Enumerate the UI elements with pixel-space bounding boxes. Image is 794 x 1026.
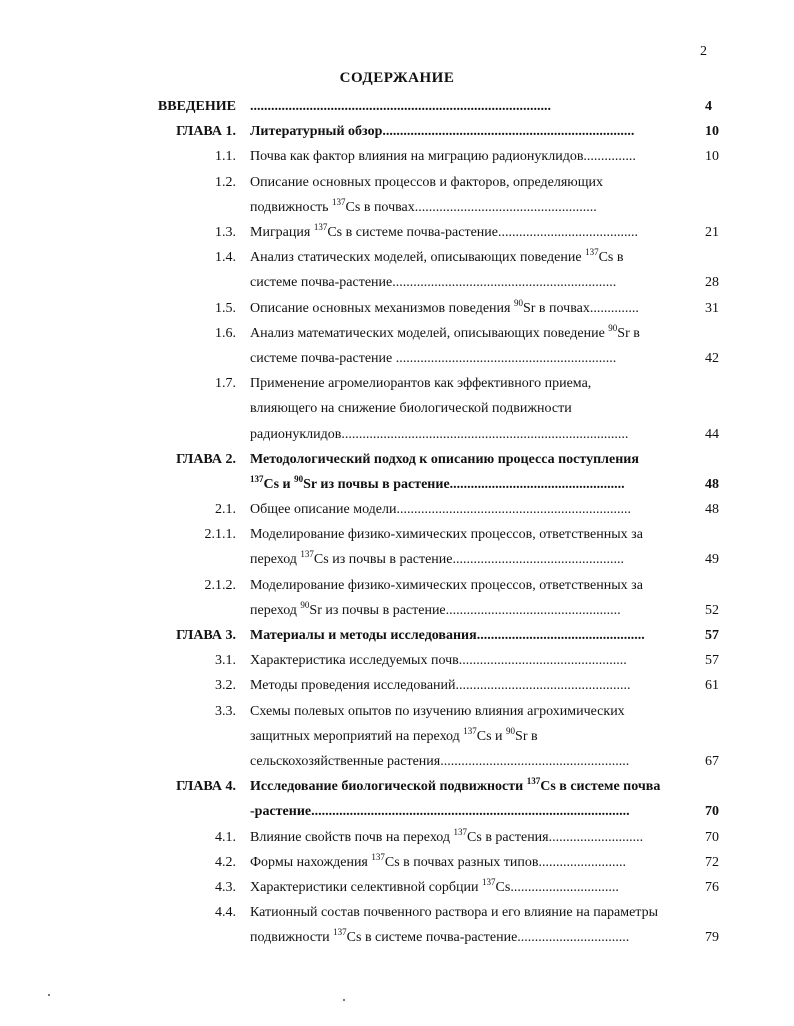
toc-entry (0, 220, 794, 245)
toc-entry-line: Формы нахождения $^{137}$Cs в почвах разных типов......................... (250, 851, 626, 870)
toc-entry-title (250, 774, 690, 824)
toc-entry-line: Общее описание модели................................................................... (250, 502, 631, 518)
toc-entry-number: 4.2. (215, 854, 236, 870)
toc-entry-title (250, 497, 690, 522)
toc-entry-number: 2.1. (215, 502, 236, 518)
scan-speck (48, 994, 50, 996)
toc-entry-line: влияющего на снижение биологической подвижности (250, 401, 572, 417)
toc-entry-title (250, 119, 690, 144)
toc-entry-line: Литературный обзор........................................................................ (250, 124, 635, 140)
toc-entry-line: Моделирование физико-химических процессов, ответственных за (250, 527, 643, 543)
isotope-mass-number: 90 (506, 725, 516, 736)
toc-entry-line: подвижность $^{137}$Cs в почвах.................................................... (250, 196, 597, 215)
toc-entry-line: Описание основных механизмов поведения $^{90}$Sr в почвах.............. (250, 297, 639, 316)
toc-entry-page: 4 (705, 99, 712, 114)
toc-entry-page: 44 (705, 426, 719, 442)
toc-entry (0, 321, 794, 371)
toc-entry (0, 850, 794, 875)
toc-entry-line: системе почва-растение ............................................................... (250, 350, 617, 366)
toc-entry-number: 2.1.1. (204, 527, 236, 543)
toc-entry-page: 28 (705, 275, 719, 291)
toc-entry-number: 4.4. (215, 905, 236, 921)
toc-entry (0, 371, 794, 447)
toc-entry-page: 79 (705, 930, 719, 946)
toc-entry (0, 497, 794, 522)
toc-entry-line: -растение........................................................................................... (250, 804, 630, 820)
page-title: СОДЕРЖАНИЕ (339, 70, 455, 86)
toc-entry-page: 61 (705, 678, 719, 694)
isotope-mass-number: 137 (300, 549, 314, 560)
toc-entry-number: 1.3. (215, 224, 236, 240)
toc-entry (0, 673, 794, 698)
toc-entry (0, 94, 794, 119)
isotope-mass-number: 137 (332, 196, 346, 207)
toc-entry-page: 10 (705, 124, 719, 140)
toc-entry-line: Анализ статических моделей, описывающих поведение $^{137}$Cs в (250, 247, 624, 266)
isotope-mass-number: 137 (333, 927, 347, 938)
toc-entry-line: радионуклидов.................................................................................. (250, 426, 629, 442)
isotope-mass-number: 90 (300, 599, 310, 610)
toc-entry-line: переход $^{90}$Sr из почвы в растение.................................................. (250, 599, 621, 618)
toc-entry-line: Схемы полевых опытов по изучению влияния агрохимических (250, 703, 625, 719)
table-of-contents (0, 94, 794, 951)
toc-entry-number: 4.3. (215, 879, 236, 895)
toc-entry-page: 48 (705, 502, 719, 518)
isotope-mass-number: 137 (463, 725, 477, 736)
toc-entry-number: 1.5. (215, 300, 236, 316)
toc-entry-title (250, 371, 690, 447)
toc-entry-line: Методологический подход к описанию процесса поступления (250, 451, 639, 467)
toc-entry-page: 48 (705, 476, 719, 492)
toc-entry (0, 522, 794, 572)
toc-entry-title (250, 699, 690, 775)
toc-entry-title (250, 623, 690, 648)
toc-entry-line: Исследование биологической подвижности $^{137}$Cs в системе почва (250, 776, 661, 795)
toc-entry-line: Описание основных процессов и факторов, определяющих (250, 174, 603, 190)
toc-entry-page: 31 (705, 300, 719, 316)
toc-entry (0, 170, 794, 220)
toc-entry-title (250, 296, 690, 321)
toc-entry-line: сельскохозяйственные растения...................................................... (250, 754, 630, 770)
toc-entry-number: 3.2. (215, 678, 236, 694)
toc-entry (0, 648, 794, 673)
toc-entry-page: 76 (705, 879, 719, 895)
toc-entry-line: Катионный состав почвенного раствора и его влияние на параметры (250, 905, 658, 921)
toc-entry-line: Влияние свойств почв на переход $^{137}$Cs в растения........................... (250, 826, 644, 845)
toc-entry (0, 900, 794, 950)
toc-entry-title (250, 321, 690, 371)
toc-entry (0, 144, 794, 169)
toc-entry-title (250, 875, 690, 900)
isotope-mass-number: 137 (250, 473, 264, 484)
toc-entry-line: переход $^{137}$Cs из почвы в растение................................................. (250, 549, 624, 568)
toc-entry-line: Анализ математических моделей, описывающих поведение $^{90}$Sr в (250, 322, 640, 341)
isotope-mass-number: 90 (294, 473, 304, 484)
toc-entry-number: 1.1. (215, 149, 236, 165)
toc-entry-page: 70 (705, 804, 719, 820)
toc-entry-page: 57 (705, 628, 719, 644)
toc-entry-line: Моделирование физико-химических процессов, ответственных за (250, 577, 643, 593)
toc-entry-number: 1.2. (215, 174, 236, 190)
toc-entry-title (250, 673, 690, 698)
isotope-mass-number: 137 (313, 221, 328, 232)
toc-entry-line: подвижности $^{137}$Cs в системе почва-растение................................ (250, 927, 630, 946)
toc-entry (0, 623, 794, 648)
toc-entry-title (250, 900, 690, 950)
toc-entry-number: 1.6. (215, 325, 236, 341)
toc-entry-title (250, 447, 690, 497)
toc-entry-title (250, 144, 690, 169)
toc-entry-number: 4.1. (215, 829, 236, 845)
isotope-mass-number: 137 (585, 247, 599, 258)
toc-entry-number: 1.7. (215, 376, 236, 392)
toc-entry (0, 573, 794, 623)
toc-entry-page: 70 (705, 829, 719, 845)
toc-entry-number: ГЛАВА 4. (176, 779, 236, 795)
isotope-mass-number: 137 (453, 826, 468, 837)
toc-entry-page: 57 (705, 653, 719, 669)
toc-entry-page: 67 (705, 754, 719, 770)
toc-entry-line: Характеристики селективной сорбции $^{137}$Cs............................... (250, 876, 619, 895)
toc-entry-number: ГЛАВА 1. (176, 124, 236, 140)
toc-entry-line: Миграция $^{137}$Cs в системе почва-растение........................................ (250, 221, 638, 240)
toc-entry-title (250, 825, 690, 850)
toc-entry-title (250, 522, 690, 572)
toc-entry-title (250, 850, 690, 875)
toc-entry-line: $^{137}$Cs и $^{90}$Sr из почвы в растение.................................................. (250, 473, 625, 492)
toc-entry-number: ГЛАВА 3. (176, 628, 236, 644)
page-number: 2 (700, 44, 707, 59)
toc-entry-number: ГЛАВА 2. (176, 451, 236, 467)
toc-entry-line: Методы проведения исследований.................................................. (250, 678, 631, 694)
toc-entry-number: 2.1.2. (204, 577, 236, 593)
toc-entry-title (250, 220, 690, 245)
toc-entry-line: ...................................................................................... (250, 99, 551, 114)
toc-entry (0, 875, 794, 900)
isotope-mass-number: 90 (513, 297, 523, 308)
toc-entry-line: системе почва-растение................................................................ (250, 275, 617, 291)
toc-entry (0, 296, 794, 321)
toc-entry-line: защитных мероприятий на переход $^{137}$Cs и $^{90}$Sr в (250, 725, 538, 744)
toc-entry-title (250, 648, 690, 673)
toc-entry-page: 42 (705, 350, 719, 366)
toc-entry-page: 72 (705, 854, 719, 870)
toc-entry-line: Материалы и методы исследования................................................ (250, 628, 645, 644)
toc-entry-number: 3.3. (215, 703, 236, 719)
isotope-mass-number: 137 (526, 776, 541, 787)
toc-entry-page: 21 (705, 224, 719, 240)
toc-entry-line: Характеристика исследуемых почв................................................ (250, 653, 627, 669)
toc-entry (0, 825, 794, 850)
toc-entry-page: 10 (705, 149, 719, 165)
toc-entry (0, 245, 794, 295)
toc-entry (0, 447, 794, 497)
toc-entry-line: Почва как фактор влияния на миграцию радионуклидов............... (250, 149, 636, 165)
toc-entry-page: 52 (705, 602, 719, 618)
toc-entry (0, 774, 794, 824)
toc-entry-page: 49 (705, 552, 719, 568)
isotope-mass-number: 137 (371, 851, 385, 862)
isotope-mass-number: 137 (482, 876, 496, 887)
toc-entry-number: ВВЕДЕНИЕ (157, 99, 236, 114)
toc-entry-title (250, 245, 690, 295)
toc-entry-number: 3.1. (215, 653, 236, 669)
toc-entry (0, 119, 794, 144)
toc-entry-number: 1.4. (215, 250, 236, 266)
toc-entry-title (250, 170, 690, 220)
toc-entry-title (250, 94, 690, 119)
toc-entry (0, 699, 794, 775)
scan-speck (343, 999, 345, 1001)
toc-entry-line: Применение агромелиорантов как эффективного приема, (250, 376, 592, 392)
isotope-mass-number: 90 (608, 322, 618, 333)
toc-entry-title (250, 573, 690, 623)
